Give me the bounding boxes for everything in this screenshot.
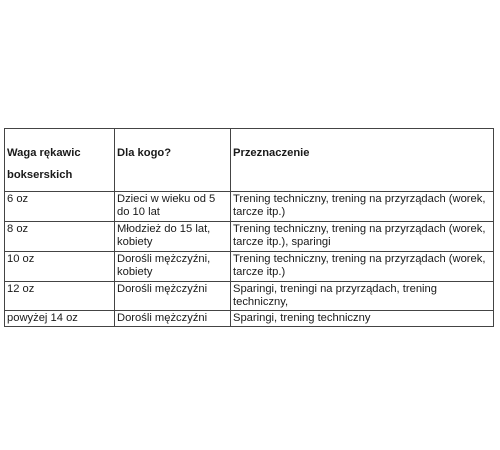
cell-purpose: Trening techniczny, trening na przyrządach (worek, tarcze itp.) bbox=[231, 252, 494, 282]
cell-for-whom: Dorośli mężczyźni bbox=[115, 311, 231, 327]
cell-weight: 6 oz bbox=[5, 192, 115, 222]
cell-purpose: Sparingi, trening techniczny bbox=[231, 311, 494, 327]
glove-weight-table bbox=[4, 128, 494, 327]
cell-weight: powyżej 14 oz bbox=[5, 311, 115, 327]
cell-purpose: Trening techniczny, trening na przyrządach (worek, tarcze itp.), sparingi bbox=[231, 222, 494, 252]
cell-purpose: Trening techniczny, trening na przyrządach (worek, tarcze itp.) bbox=[231, 192, 494, 222]
cell-purpose: Sparingi, treningi na przyrządach, trening techniczny, bbox=[231, 282, 494, 311]
header-for-whom: Dla kogo? bbox=[115, 129, 231, 192]
table-row bbox=[5, 282, 494, 311]
cell-for-whom: Dzieci w wieku od 5 do 10 lat bbox=[115, 192, 231, 222]
table-header-row bbox=[5, 129, 494, 192]
cell-for-whom: Dorośli mężczyźni, kobiety bbox=[115, 252, 231, 282]
header-weight: Waga rękawic bokserskich bbox=[5, 129, 115, 192]
cell-weight: 12 oz bbox=[5, 282, 115, 311]
table-row bbox=[5, 222, 494, 252]
table-row bbox=[5, 311, 494, 327]
cell-for-whom: Młodzież do 15 lat, kobiety bbox=[115, 222, 231, 252]
cell-weight: 8 oz bbox=[5, 222, 115, 252]
cell-for-whom: Dorośli mężczyźni bbox=[115, 282, 231, 311]
table-row bbox=[5, 192, 494, 222]
header-purpose: Przeznaczenie bbox=[231, 129, 494, 192]
table-row bbox=[5, 252, 494, 282]
cell-weight: 10 oz bbox=[5, 252, 115, 282]
